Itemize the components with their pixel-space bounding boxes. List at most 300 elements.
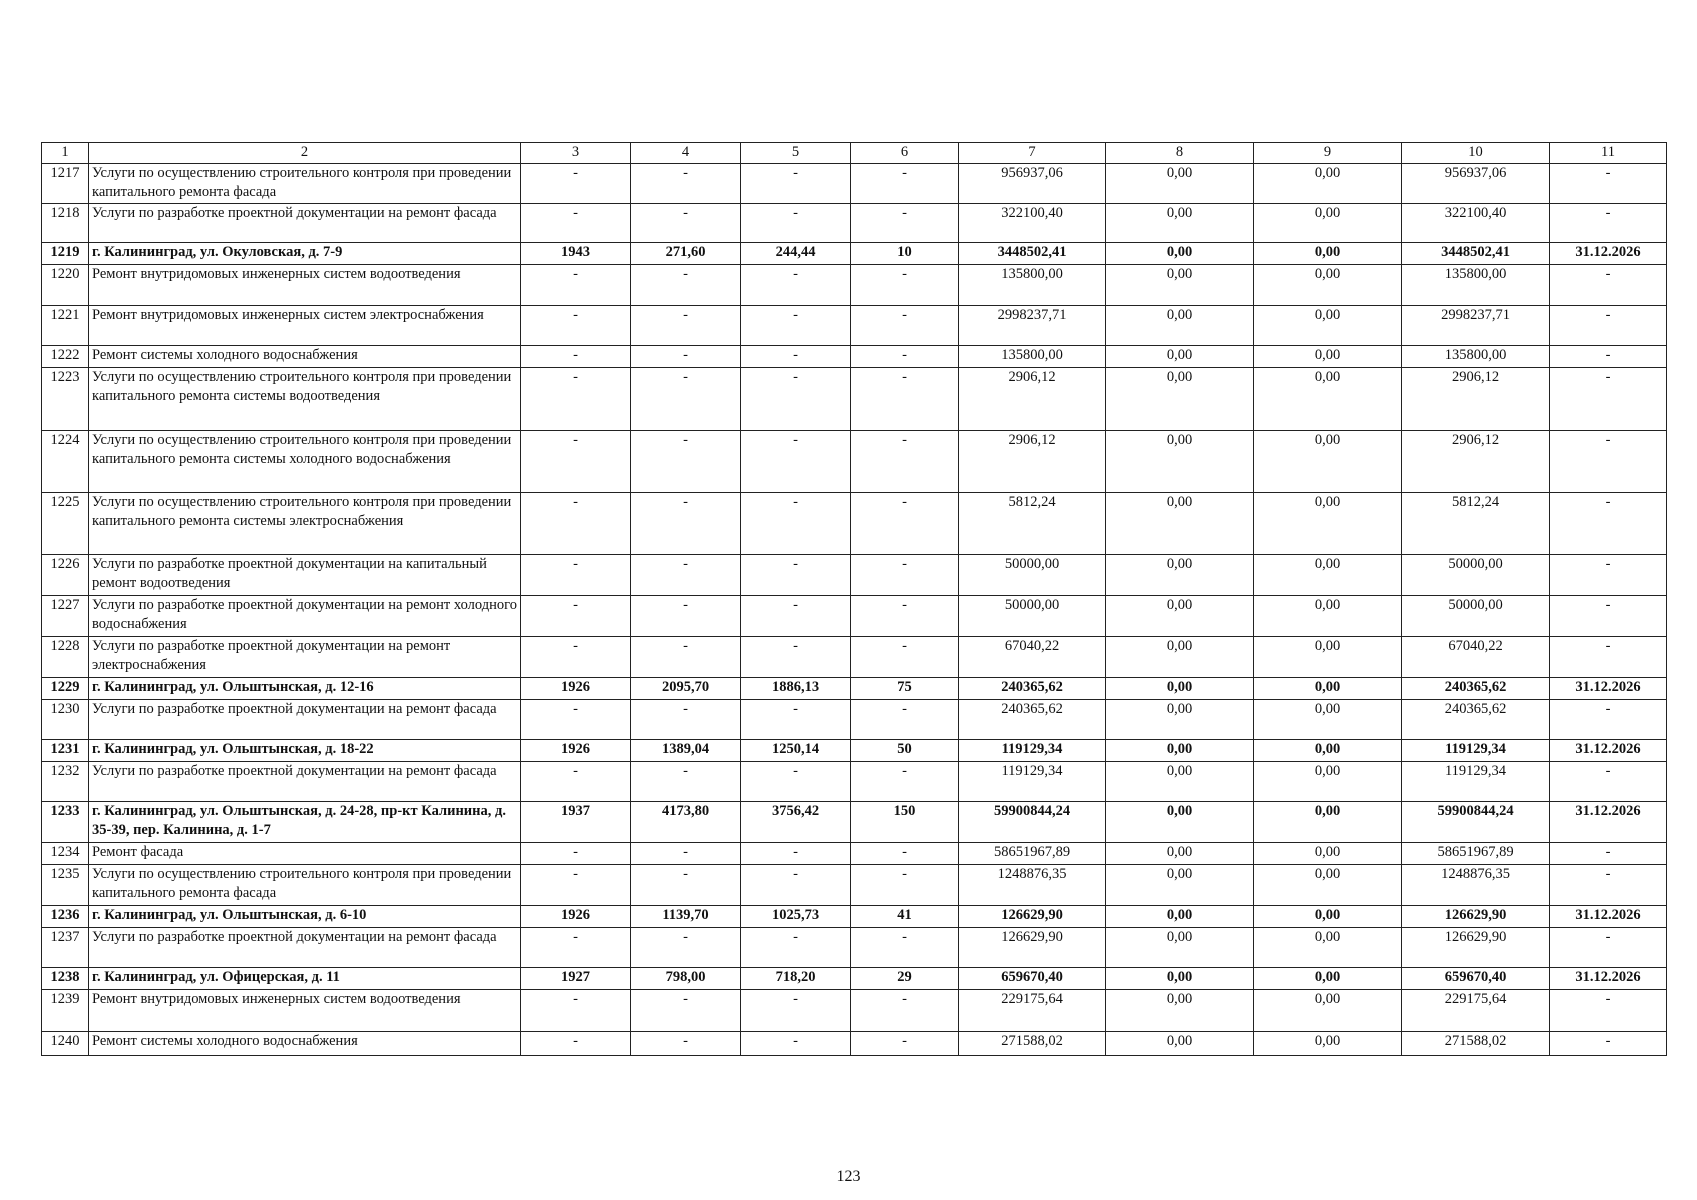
col-11-cell: - — [1550, 762, 1667, 802]
col-7-cell: 956937,06 — [959, 164, 1106, 204]
col-3-cell: - — [521, 555, 631, 596]
col-9-cell: 0,00 — [1254, 204, 1402, 243]
col-6-cell: - — [851, 865, 959, 906]
row-number-cell: 1236 — [42, 906, 89, 928]
col-3-cell: 1943 — [521, 243, 631, 265]
col-8-cell: 0,00 — [1106, 555, 1254, 596]
col-10-cell: 126629,90 — [1402, 906, 1550, 928]
col-10-cell: 119129,34 — [1402, 740, 1550, 762]
col-5-cell: - — [741, 493, 851, 555]
col-9-cell: 0,00 — [1254, 493, 1402, 555]
col-7-cell: 3448502,41 — [959, 243, 1106, 265]
table-row — [42, 493, 1667, 555]
col-6-cell: - — [851, 596, 959, 637]
col-8-cell: 0,00 — [1106, 865, 1254, 906]
col-4-cell: - — [631, 928, 741, 968]
row-number-cell: 1225 — [42, 493, 89, 555]
col-5-cell: - — [741, 1032, 851, 1056]
description-cell: Услуги по разработке проектной документации на ремонт фасада — [89, 204, 521, 243]
table-row — [42, 164, 1667, 204]
table-row — [42, 906, 1667, 928]
col-9-cell: 0,00 — [1254, 762, 1402, 802]
col-10-cell: 2906,12 — [1402, 368, 1550, 431]
description-cell: Услуги по разработке проектной документации на ремонт фасада — [89, 928, 521, 968]
description-cell: г. Калининград, ул. Офицерская, д. 11 — [89, 968, 521, 990]
col-7-cell: 126629,90 — [959, 906, 1106, 928]
col-6-cell: - — [851, 928, 959, 968]
col-6-cell: - — [851, 368, 959, 431]
col-7-cell: 2998237,71 — [959, 306, 1106, 346]
col-5-cell: - — [741, 306, 851, 346]
col-3-cell: 1937 — [521, 802, 631, 843]
description-cell: Услуги по разработке проектной документации на ремонт фасада — [89, 700, 521, 740]
col-4-cell: - — [631, 700, 741, 740]
col-9-cell: 0,00 — [1254, 843, 1402, 865]
col-5-cell: - — [741, 555, 851, 596]
col-4-cell: 1389,04 — [631, 740, 741, 762]
col-9-cell: 0,00 — [1254, 596, 1402, 637]
col-3-cell: 1927 — [521, 968, 631, 990]
page-number: 123 — [836, 1168, 861, 1185]
col-6-cell: - — [851, 1032, 959, 1056]
col-5-cell: 1250,14 — [741, 740, 851, 762]
table-row — [42, 204, 1667, 243]
col-8-cell: 0,00 — [1106, 204, 1254, 243]
col-11-cell: - — [1550, 637, 1667, 678]
description-cell: г. Калининград, ул. Ольштынская, д. 18-22 — [89, 740, 521, 762]
col-7-cell: 119129,34 — [959, 740, 1106, 762]
col-4-cell: - — [631, 368, 741, 431]
col-10-cell: 240365,62 — [1402, 700, 1550, 740]
col-9-cell: 0,00 — [1254, 164, 1402, 204]
row-number-cell: 1239 — [42, 990, 89, 1032]
col-9-cell: 0,00 — [1254, 906, 1402, 928]
table-row — [42, 346, 1667, 368]
row-number-cell: 1224 — [42, 431, 89, 493]
col-10-cell: 135800,00 — [1402, 265, 1550, 306]
col-4-cell: - — [631, 346, 741, 368]
col-7-cell: 126629,90 — [959, 928, 1106, 968]
col-5-cell: 1886,13 — [741, 678, 851, 700]
column-number-header-row — [42, 143, 1667, 164]
col-6-cell: - — [851, 265, 959, 306]
col-3-cell: 1926 — [521, 678, 631, 700]
description-cell: г. Калининград, ул. Ольштынская, д. 24-28, пр-кт Калинина, д. 35-39, пер. Калинина, д. 1-7 — [89, 802, 521, 843]
table-row — [42, 678, 1667, 700]
description-cell: Ремонт системы холодного водоснабжения — [89, 1032, 521, 1056]
table-row — [42, 596, 1667, 637]
table-row — [42, 555, 1667, 596]
col-11-cell: - — [1550, 1032, 1667, 1056]
col-5-cell: 718,20 — [741, 968, 851, 990]
column-header: 3 — [521, 143, 631, 164]
table-row — [42, 637, 1667, 678]
col-3-cell: 1926 — [521, 740, 631, 762]
description-cell: Ремонт фасада — [89, 843, 521, 865]
col-5-cell: - — [741, 843, 851, 865]
col-8-cell: 0,00 — [1106, 265, 1254, 306]
col-10-cell: 229175,64 — [1402, 990, 1550, 1032]
col-3-cell: - — [521, 637, 631, 678]
row-number-cell: 1222 — [42, 346, 89, 368]
row-number-cell: 1235 — [42, 865, 89, 906]
col-9-cell: 0,00 — [1254, 368, 1402, 431]
row-number-cell: 1240 — [42, 1032, 89, 1056]
col-3-cell: - — [521, 204, 631, 243]
col-3-cell: 1926 — [521, 906, 631, 928]
col-6-cell: - — [851, 555, 959, 596]
description-cell: г. Калининград, ул. Ольштынская, д. 6-10 — [89, 906, 521, 928]
col-3-cell: - — [521, 700, 631, 740]
col-5-cell: - — [741, 762, 851, 802]
col-10-cell: 240365,62 — [1402, 678, 1550, 700]
col-6-cell: - — [851, 990, 959, 1032]
col-3-cell: - — [521, 843, 631, 865]
col-4-cell: - — [631, 555, 741, 596]
col-9-cell: 0,00 — [1254, 346, 1402, 368]
table-row — [42, 990, 1667, 1032]
document-table-container — [41, 142, 1666, 1056]
col-10-cell: 5812,24 — [1402, 493, 1550, 555]
col-5-cell: - — [741, 637, 851, 678]
col-6-cell: 75 — [851, 678, 959, 700]
table-row — [42, 865, 1667, 906]
col-5-cell: - — [741, 346, 851, 368]
col-6-cell: 150 — [851, 802, 959, 843]
col-5-cell: - — [741, 990, 851, 1032]
col-9-cell: 0,00 — [1254, 865, 1402, 906]
col-11-cell: 31.12.2026 — [1550, 802, 1667, 843]
col-6-cell: - — [851, 762, 959, 802]
col-3-cell: - — [521, 596, 631, 637]
col-11-cell: - — [1550, 265, 1667, 306]
row-number-cell: 1230 — [42, 700, 89, 740]
col-7-cell: 59900844,24 — [959, 802, 1106, 843]
col-8-cell: 0,00 — [1106, 164, 1254, 204]
col-5-cell: 1025,73 — [741, 906, 851, 928]
col-11-cell: - — [1550, 700, 1667, 740]
col-4-cell: 798,00 — [631, 968, 741, 990]
col-4-cell: - — [631, 164, 741, 204]
description-cell: Услуги по разработке проектной документации на ремонт холодного водоснабжения — [89, 596, 521, 637]
row-number-cell: 1220 — [42, 265, 89, 306]
col-9-cell: 0,00 — [1254, 990, 1402, 1032]
col-9-cell: 0,00 — [1254, 306, 1402, 346]
col-7-cell: 1248876,35 — [959, 865, 1106, 906]
description-cell: Ремонт внутридомовых инженерных систем водоотведения — [89, 990, 521, 1032]
col-9-cell: 0,00 — [1254, 700, 1402, 740]
col-11-cell: 31.12.2026 — [1550, 740, 1667, 762]
row-number-cell: 1219 — [42, 243, 89, 265]
description-cell: Услуги по осуществлению строительного контроля при проведении капитального ремонта системы электроснабжения — [89, 493, 521, 555]
col-7-cell: 5812,24 — [959, 493, 1106, 555]
col-3-cell: - — [521, 164, 631, 204]
col-8-cell: 0,00 — [1106, 1032, 1254, 1056]
col-6-cell: 41 — [851, 906, 959, 928]
col-4-cell: - — [631, 204, 741, 243]
row-number-cell: 1233 — [42, 802, 89, 843]
col-8-cell: 0,00 — [1106, 906, 1254, 928]
col-9-cell: 0,00 — [1254, 740, 1402, 762]
col-5-cell: - — [741, 865, 851, 906]
table-row — [42, 368, 1667, 431]
col-11-cell: - — [1550, 306, 1667, 346]
col-7-cell: 659670,40 — [959, 968, 1106, 990]
col-11-cell: - — [1550, 928, 1667, 968]
col-10-cell: 2998237,71 — [1402, 306, 1550, 346]
table-row — [42, 431, 1667, 493]
col-4-cell: - — [631, 990, 741, 1032]
col-6-cell: - — [851, 700, 959, 740]
col-10-cell: 2906,12 — [1402, 431, 1550, 493]
col-10-cell: 119129,34 — [1402, 762, 1550, 802]
col-10-cell: 659670,40 — [1402, 968, 1550, 990]
col-5-cell: - — [741, 204, 851, 243]
col-4-cell: 1139,70 — [631, 906, 741, 928]
col-4-cell: - — [631, 265, 741, 306]
col-3-cell: - — [521, 346, 631, 368]
col-10-cell: 50000,00 — [1402, 555, 1550, 596]
col-10-cell: 1248876,35 — [1402, 865, 1550, 906]
col-5-cell: 244,44 — [741, 243, 851, 265]
col-11-cell: - — [1550, 368, 1667, 431]
col-7-cell: 2906,12 — [959, 368, 1106, 431]
col-9-cell: 0,00 — [1254, 243, 1402, 265]
table-row — [42, 1032, 1667, 1056]
row-number-cell: 1227 — [42, 596, 89, 637]
description-cell: Услуги по разработке проектной документации на ремонт фасада — [89, 762, 521, 802]
col-7-cell: 322100,40 — [959, 204, 1106, 243]
table-row — [42, 243, 1667, 265]
col-4-cell: - — [631, 865, 741, 906]
row-number-cell: 1221 — [42, 306, 89, 346]
col-11-cell: - — [1550, 596, 1667, 637]
col-11-cell: - — [1550, 164, 1667, 204]
col-8-cell: 0,00 — [1106, 968, 1254, 990]
col-11-cell: - — [1550, 843, 1667, 865]
col-9-cell: 0,00 — [1254, 555, 1402, 596]
row-number-cell: 1238 — [42, 968, 89, 990]
column-header: 5 — [741, 143, 851, 164]
col-10-cell: 50000,00 — [1402, 596, 1550, 637]
col-4-cell: - — [631, 493, 741, 555]
col-8-cell: 0,00 — [1106, 493, 1254, 555]
col-6-cell: 10 — [851, 243, 959, 265]
row-number-cell: 1234 — [42, 843, 89, 865]
col-3-cell: - — [521, 762, 631, 802]
col-4-cell: - — [631, 762, 741, 802]
col-11-cell: - — [1550, 555, 1667, 596]
column-header: 7 — [959, 143, 1106, 164]
col-11-cell: - — [1550, 204, 1667, 243]
col-7-cell: 50000,00 — [959, 596, 1106, 637]
col-7-cell: 58651967,89 — [959, 843, 1106, 865]
col-8-cell: 0,00 — [1106, 762, 1254, 802]
col-8-cell: 0,00 — [1106, 346, 1254, 368]
col-10-cell: 67040,22 — [1402, 637, 1550, 678]
col-8-cell: 0,00 — [1106, 637, 1254, 678]
col-6-cell: - — [851, 431, 959, 493]
description-cell: Услуги по осуществлению строительного контроля при проведении капитального ремонта фасада — [89, 164, 521, 204]
col-4-cell: - — [631, 431, 741, 493]
row-number-cell: 1231 — [42, 740, 89, 762]
col-9-cell: 0,00 — [1254, 265, 1402, 306]
col-8-cell: 0,00 — [1106, 928, 1254, 968]
col-11-cell: 31.12.2026 — [1550, 243, 1667, 265]
col-6-cell: - — [851, 204, 959, 243]
table-row — [42, 762, 1667, 802]
col-8-cell: 0,00 — [1106, 678, 1254, 700]
col-4-cell: - — [631, 637, 741, 678]
col-9-cell: 0,00 — [1254, 802, 1402, 843]
col-5-cell: - — [741, 368, 851, 431]
col-7-cell: 2906,12 — [959, 431, 1106, 493]
col-7-cell: 240365,62 — [959, 700, 1106, 740]
column-header: 11 — [1550, 143, 1667, 164]
col-10-cell: 126629,90 — [1402, 928, 1550, 968]
table-row — [42, 306, 1667, 346]
col-11-cell: 31.12.2026 — [1550, 678, 1667, 700]
col-9-cell: 0,00 — [1254, 678, 1402, 700]
row-number-cell: 1237 — [42, 928, 89, 968]
col-6-cell: - — [851, 493, 959, 555]
col-8-cell: 0,00 — [1106, 243, 1254, 265]
table-row — [42, 843, 1667, 865]
description-cell: Ремонт внутридомовых инженерных систем водоотведения — [89, 265, 521, 306]
col-6-cell: - — [851, 164, 959, 204]
col-11-cell: - — [1550, 990, 1667, 1032]
col-11-cell: - — [1550, 346, 1667, 368]
col-8-cell: 0,00 — [1106, 368, 1254, 431]
column-header: 1 — [42, 143, 89, 164]
column-header: 9 — [1254, 143, 1402, 164]
col-7-cell: 67040,22 — [959, 637, 1106, 678]
col-8-cell: 0,00 — [1106, 843, 1254, 865]
col-5-cell: - — [741, 596, 851, 637]
column-header: 4 — [631, 143, 741, 164]
col-6-cell: 29 — [851, 968, 959, 990]
col-5-cell: 3756,42 — [741, 802, 851, 843]
col-10-cell: 59900844,24 — [1402, 802, 1550, 843]
description-cell: г. Калининград, ул. Окуловская, д. 7-9 — [89, 243, 521, 265]
col-11-cell: - — [1550, 431, 1667, 493]
col-4-cell: - — [631, 306, 741, 346]
col-5-cell: - — [741, 164, 851, 204]
col-3-cell: - — [521, 368, 631, 431]
col-6-cell: - — [851, 637, 959, 678]
row-number-cell: 1232 — [42, 762, 89, 802]
col-7-cell: 135800,00 — [959, 346, 1106, 368]
col-10-cell: 271588,02 — [1402, 1032, 1550, 1056]
col-11-cell: - — [1550, 865, 1667, 906]
col-3-cell: - — [521, 1032, 631, 1056]
col-8-cell: 0,00 — [1106, 700, 1254, 740]
col-3-cell: - — [521, 865, 631, 906]
col-4-cell: - — [631, 843, 741, 865]
description-cell: Ремонт внутридомовых инженерных систем электроснабжения — [89, 306, 521, 346]
col-3-cell: - — [521, 306, 631, 346]
description-cell: Услуги по разработке проектной документации на капитальный ремонт водоотведения — [89, 555, 521, 596]
col-3-cell: - — [521, 493, 631, 555]
row-number-cell: 1226 — [42, 555, 89, 596]
col-10-cell: 956937,06 — [1402, 164, 1550, 204]
col-5-cell: - — [741, 928, 851, 968]
col-8-cell: 0,00 — [1106, 431, 1254, 493]
col-11-cell: 31.12.2026 — [1550, 968, 1667, 990]
col-10-cell: 135800,00 — [1402, 346, 1550, 368]
col-7-cell: 119129,34 — [959, 762, 1106, 802]
col-4-cell: - — [631, 596, 741, 637]
col-6-cell: - — [851, 843, 959, 865]
table-row — [42, 802, 1667, 843]
col-7-cell: 240365,62 — [959, 678, 1106, 700]
col-7-cell: 135800,00 — [959, 265, 1106, 306]
col-4-cell: - — [631, 1032, 741, 1056]
col-10-cell: 322100,40 — [1402, 204, 1550, 243]
row-number-cell: 1223 — [42, 368, 89, 431]
col-9-cell: 0,00 — [1254, 1032, 1402, 1056]
table-row — [42, 700, 1667, 740]
column-header: 2 — [89, 143, 521, 164]
col-3-cell: - — [521, 990, 631, 1032]
row-number-cell: 1228 — [42, 637, 89, 678]
col-7-cell: 229175,64 — [959, 990, 1106, 1032]
description-cell: Услуги по разработке проектной документации на ремонт электроснабжения — [89, 637, 521, 678]
description-cell: Услуги по осуществлению строительного контроля при проведении капитального ремонта системы водоотведения — [89, 368, 521, 431]
col-8-cell: 0,00 — [1106, 990, 1254, 1032]
col-3-cell: - — [521, 431, 631, 493]
row-number-cell: 1217 — [42, 164, 89, 204]
column-header: 8 — [1106, 143, 1254, 164]
table-row — [42, 928, 1667, 968]
col-5-cell: - — [741, 431, 851, 493]
col-10-cell: 58651967,89 — [1402, 843, 1550, 865]
col-8-cell: 0,00 — [1106, 306, 1254, 346]
col-9-cell: 0,00 — [1254, 968, 1402, 990]
col-11-cell: - — [1550, 493, 1667, 555]
table-row — [42, 740, 1667, 762]
col-11-cell: 31.12.2026 — [1550, 906, 1667, 928]
table-body — [42, 164, 1667, 1056]
column-header: 10 — [1402, 143, 1550, 164]
col-4-cell: 271,60 — [631, 243, 741, 265]
col-5-cell: - — [741, 700, 851, 740]
table-row — [42, 968, 1667, 990]
col-8-cell: 0,00 — [1106, 802, 1254, 843]
col-10-cell: 3448502,41 — [1402, 243, 1550, 265]
description-cell: г. Калининград, ул. Ольштынская, д. 12-16 — [89, 678, 521, 700]
column-header: 6 — [851, 143, 959, 164]
col-6-cell: - — [851, 306, 959, 346]
col-5-cell: - — [741, 265, 851, 306]
col-8-cell: 0,00 — [1106, 740, 1254, 762]
description-cell: Ремонт системы холодного водоснабжения — [89, 346, 521, 368]
col-3-cell: - — [521, 265, 631, 306]
row-number-cell: 1229 — [42, 678, 89, 700]
col-6-cell: - — [851, 346, 959, 368]
col-7-cell: 50000,00 — [959, 555, 1106, 596]
col-9-cell: 0,00 — [1254, 431, 1402, 493]
table-row — [42, 265, 1667, 306]
description-cell: Услуги по осуществлению строительного контроля при проведении капитального ремонта системы холодного водоснабжения — [89, 431, 521, 493]
col-9-cell: 0,00 — [1254, 928, 1402, 968]
col-6-cell: 50 — [851, 740, 959, 762]
col-3-cell: - — [521, 928, 631, 968]
col-8-cell: 0,00 — [1106, 596, 1254, 637]
description-cell: Услуги по осуществлению строительного контроля при проведении капитального ремонта фасада — [89, 865, 521, 906]
row-number-cell: 1218 — [42, 204, 89, 243]
capital-repair-table — [41, 142, 1667, 1056]
